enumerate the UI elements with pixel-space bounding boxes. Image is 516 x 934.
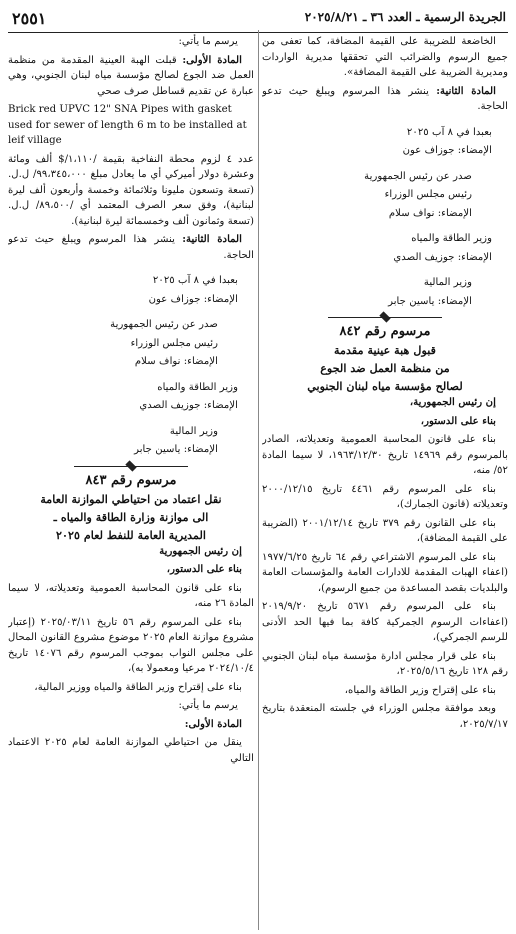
page-number: ٢٥٥١ (12, 9, 47, 28)
pm-title: رئيس مجلس الوزراء (130, 337, 218, 349)
finance-minister-signature: الإمضاء: ياسين جابر (134, 444, 218, 455)
president-intro: إن رئيس الجمهورية، (409, 396, 496, 408)
decree-date: بعبدا في ٨ آب ٢٠٢٥ (152, 275, 238, 286)
preamble-2: بناء على المرسوم رقم ٥٦ تاريخ ٢٠٢٥/٠٣/١١ (إعتبار مشروع موازنة العام ٢٠٢٥ موضوع مشروع القانون المحال على مجلس النواب بموجب المرسوم رقم ١٤٠٧٦ تاريخ ٢٠٢٤/١٠/٤ مرعيا ومعمولا به)، (8, 616, 254, 674)
energy-minister-signature: الإمضاء: جوزيف الصدي (393, 251, 492, 263)
section-divider (328, 317, 441, 318)
president-intro: إن رئيس الجمهورية (159, 544, 242, 557)
right-column (262, 34, 508, 930)
preamble-8: وبعد موافقة مجلس الوزراء في جلسته المنعقدة بتاريخ ٢٠٢٥/٧/١٧، (262, 703, 508, 730)
preamble-2: بناء على المرسوم رقم ٤٤٦١ تاريخ ٢٠٠٠/١٢/١٥ وتعديلاته (قانون الجمارك)، (262, 483, 508, 510)
preamble-1: بناء على قانون المحاسبة العمومية وتعديلاته، الصادر بالمرسوم رقم ١٤٩٦٩ تاريخ ١٩٦٣/١٢/٣٠، لا سيما المادة ٥٢/ منه، (262, 434, 508, 476)
energy-minister-title: وزير الطاقة والمياه (411, 233, 492, 244)
preamble-1: بناء على قانون المحاسبة العمومية وتعديلاته، لا سيما المادة ٢٦ منه، (8, 582, 254, 609)
article-one-continued: عدد ٤ لزوم محطة النفاخية بقيمة /١،١١٠/$ ألف ومائة وعشرة دولار أميركي أي ما يعادل مبلغ ٩٩،٣٤٥،٠٠٠/ ل.ل. (تسعة وتسعون مليونا وثلاثمائة وخمسة وأربعون ألف ليرة لبنانية)، وفق سعر الصرف المعتمد أي /٨٩،٥٠٠/ ل.ل. (تسعة وثمانون ألف وخمسمائة ليرة لبنانية). (8, 153, 254, 227)
article-text: ينشر هذا المرسوم ويبلغ حيث تدعو الحاجة. (8, 234, 254, 261)
left-column (8, 34, 254, 930)
finance-minister-title: وزير المالية (423, 277, 472, 288)
president-signature: الإمضاء: جوزاف عون (148, 293, 238, 305)
decree-number: مرسوم رقم ٨٤٢ (339, 324, 431, 339)
decree-title-line3: المديرية العامة للنفط لعام ٢٠٢٥ (55, 527, 207, 542)
article-text: قبلت الهبة العينية المقدمة من منظمة العمل ضد الجوع لصالح مؤسسة مياه لبنان الجنوبي، وهي عبارة عن تقديم قساطل صرف صحي (8, 54, 254, 97)
pipes-description-en: Brick red UPVC 12" SNA Pipes with gasket used for sewer of length 6 m to be installed at leif village (8, 104, 247, 146)
article-label: المادة الأولى: (182, 53, 242, 66)
finance-minister-title: وزير المالية (169, 425, 218, 437)
continuation-text: الخاضعة للضريبة على القيمة المضافة، كما تعفى من جميع الرسوم والضرائب التي تحققها مديرية الواردات ومديرية الضريبة على القيمة المضافة». (262, 36, 508, 78)
preamble-6: بناء على قرار مجلس ادارة مؤسسة مياه لبنان الجنوبي رقم ١٢٨ تاريخ ٢٠٢٥/٥/١٦، (262, 650, 508, 677)
decree-title-line2: الى موازنة وزارة الطاقة والمياه ـ (53, 509, 209, 524)
decrees-line: يرسم ما يأتي: (178, 36, 238, 47)
decree-number: مرسوم رقم ٨٤٣ (85, 472, 177, 488)
preamble-3: بناء على القانون رقم ٣٧٩ تاريخ ٢٠٠١/١٢/١٤ (الضريبة على القيمة المضافة)، (262, 517, 508, 544)
preamble-7: بناء على إقتراح وزير الطاقة والمياه، (344, 684, 496, 696)
gazette-title: الجريدة الرسمية ـ العدد ٣٦ ـ ٢٠٢٥/٨/٢١ (304, 10, 506, 24)
article-label: المادة الثانية: (436, 84, 496, 97)
energy-minister-title: وزير الطاقة والمياه (157, 381, 238, 393)
preamble-3: بناء على إقتراح وزير الطاقة والمياه ووزير المالية، (34, 681, 242, 693)
decree-title-line2: من منظمة العمل ضد الجوع (320, 361, 450, 375)
article-one (8, 53, 254, 100)
decree-title-line3: لصالح مؤسسة مياه لبنان الجنوبي (307, 379, 463, 393)
constitution-ref: بناء على الدستور، (166, 563, 242, 575)
issued-by: صدر عن رئيس الجمهورية (364, 170, 472, 182)
decrees-line: يرسم ما يأتي: (178, 700, 238, 711)
preamble-5: بناء على المرسوم رقم ٥٦٧١ تاريخ ٢٠١٩/٩/٢٠ (اعفاءات الرسوم الجمركية كافة بما فيها الحد الأدنى للرسم الجمركي)، (262, 601, 508, 643)
pm-signature: الإمضاء: نواف سلام (388, 207, 472, 219)
page-header (8, 6, 508, 33)
pm-title: رئيس مجلس الوزراء (384, 189, 472, 200)
decree-title-line1: نقل اعتماد من احتياطي الموازنة العامة (40, 491, 222, 506)
president-signature: الإمضاء: جوزاف عون (402, 145, 492, 156)
energy-minister-signature: الإمضاء: جوزيف الصدي (139, 400, 238, 411)
pm-signature: الإمضاء: نواف سلام (134, 356, 218, 367)
section-divider (74, 466, 187, 467)
decree-title-line1: قبول هبة عينية مقدمة (334, 343, 436, 357)
article-two (262, 84, 508, 115)
article-label: المادة الثانية: (182, 233, 242, 245)
finance-minister-signature: الإمضاء: ياسين جابر (388, 295, 472, 307)
issued-by: صدر عن رئيس الجمهورية (110, 319, 218, 330)
article-two (8, 232, 254, 263)
constitution-ref: بناء على الدستور، (420, 414, 496, 427)
preamble-4: بناء على المرسوم الاشتراعي رقم ٦٤ تاريخ ١٩٧٧/٦/٢٥ (اعفاء الهبات المقدمة للادارات العامة والمؤسسات العامة والبلديات بقصد المساعدة من جميع الرسوم)، (262, 551, 508, 594)
article-text: ينشر هذا المرسوم ويبلغ حيث تدعو الحاجة. (262, 85, 508, 112)
article-one-text: ينقل من احتياطي الموازنة العامة لعام ٢٠٢٥ الاعتماد التالي (8, 737, 254, 764)
decree-date: بعبدا في ٨ آب ٢٠٢٥ (406, 126, 492, 138)
article-one-label: المادة الأولى: (184, 717, 242, 730)
